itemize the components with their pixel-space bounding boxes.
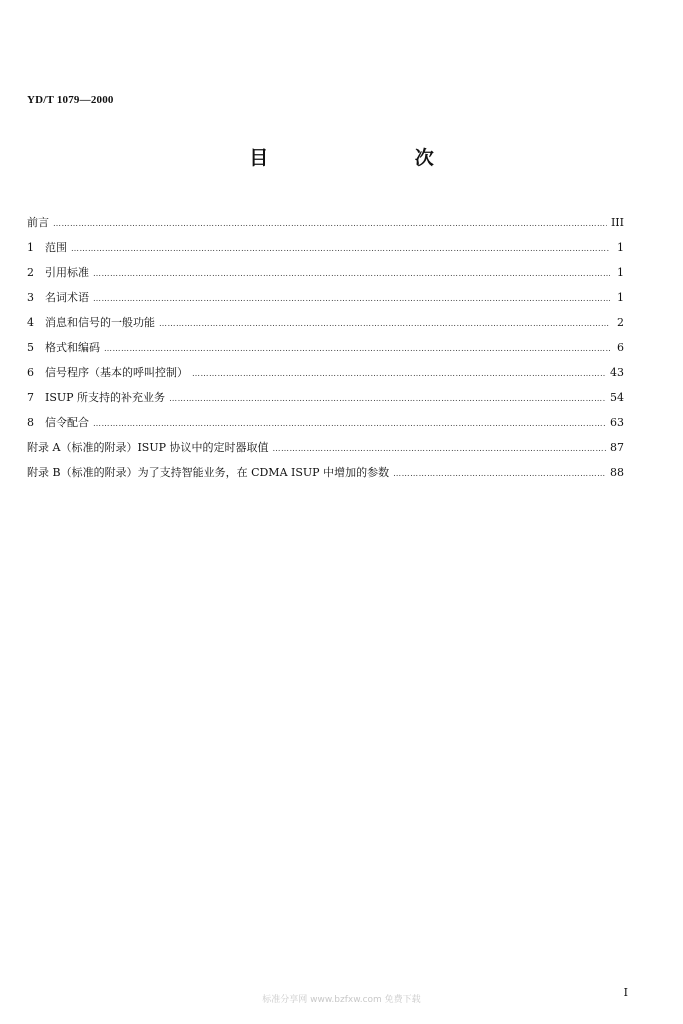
dot-leader [71,244,610,253]
watermark: 标准分享网 www.bzfxw.com 免费下载 [262,995,421,1005]
toc-entry-page: 2 [617,316,624,329]
toc-entry-number: 7 [27,391,34,404]
toc-entry-title: 附录 B（标准的附录）为了支持智能业务，在 CDMA ISUP 中增加的参数 [27,466,390,479]
toc-entry-number: 6 [27,366,34,379]
toc-entry-title: 引用标准 [45,266,89,279]
dot-leader [169,394,606,403]
toc-entry-page: 1 [617,291,624,304]
toc-entry-page: 54 [610,391,624,404]
toc-entry-page: 1 [617,266,624,279]
toc-entry-page: 63 [610,416,624,429]
toc-entry-number: 5 [27,341,34,354]
toc-entry[interactable] [27,389,624,414]
toc-entry-title: 附录 A（标准的附录）ISUP 协议中的定时器取值 [27,441,269,454]
toc-entry-title: 消息和信号的一般功能 [45,316,155,329]
toc-entry-title: 信令配合 [45,416,89,429]
page-title: 目 次 [249,147,504,169]
dot-leader [53,219,607,228]
dot-leader [93,269,610,278]
dot-leader [192,369,606,378]
toc-entry[interactable] [27,214,624,239]
toc-entry[interactable] [27,464,624,489]
table-of-contents [27,214,624,489]
dot-leader [393,469,606,478]
toc-entry[interactable] [27,364,624,389]
toc-entry[interactable] [27,239,624,264]
toc-entry-title: 范围 [45,241,67,254]
toc-entry-title: 前言 [27,216,49,229]
dot-leader [93,419,606,428]
toc-entry-title: 信号程序（基本的呼叫控制） [45,366,188,379]
toc-entry[interactable] [27,264,624,289]
toc-entry-number: 4 [27,316,34,329]
toc-entry-page: 1 [617,241,624,254]
toc-entry-page: 43 [610,366,624,379]
dot-leader [93,294,610,303]
toc-entry-page: III [610,216,624,229]
toc-entry-number: 1 [27,241,34,254]
toc-entry-title: 格式和编码 [45,341,100,354]
toc-entry-page: 87 [610,441,624,454]
toc-entry[interactable] [27,314,624,339]
page-number: I [623,986,628,999]
toc-entry-number: 3 [27,291,34,304]
toc-entry-page: 88 [610,466,624,479]
toc-entry[interactable] [27,289,624,314]
toc-entry-page: 6 [617,341,624,354]
dot-leader [159,319,610,328]
toc-entry-title: ISUP 所支持的补充业务 [45,391,166,404]
toc-entry[interactable] [27,339,624,364]
toc-entry-title: 名词术语 [45,291,89,304]
standard-code: YD/T 1079—2000 [27,94,114,106]
toc-entry[interactable] [27,439,624,464]
dot-leader [104,344,610,353]
toc-entry-number: 8 [27,416,34,429]
dot-leader [273,444,607,453]
toc-entry-number: 2 [27,266,34,279]
toc-entry[interactable] [27,414,624,439]
